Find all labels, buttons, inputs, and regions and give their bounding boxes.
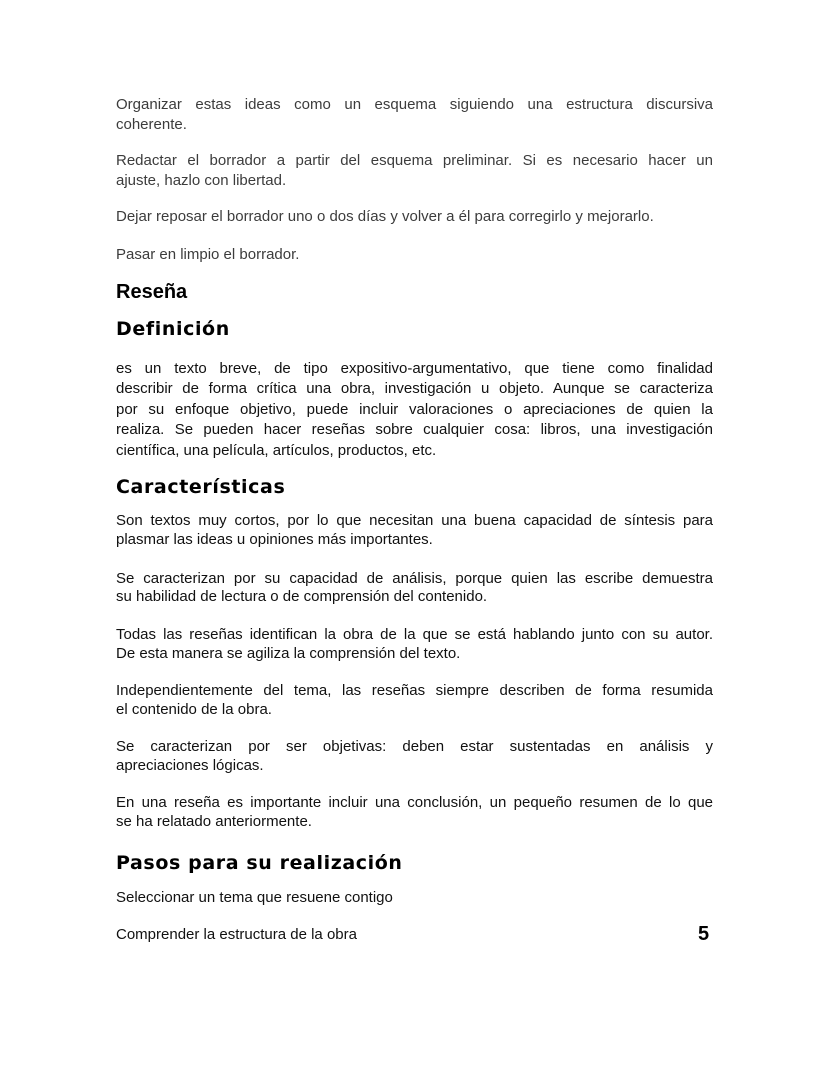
paragraph-line: coherente. xyxy=(116,116,187,133)
paragraph-line: Todas las reseñas identifican la obra de la que se está hablando junto con su autor. xyxy=(116,626,713,643)
paragraph-line: su habilidad de lectura o de comprensión del contenido. xyxy=(116,588,488,605)
paragraph-line: se ha relatado anteriormente. xyxy=(116,813,312,830)
paragraph-line: apreciaciones lógicas. xyxy=(116,757,264,774)
paragraph-line: Pasar en limpio el borrador. xyxy=(116,246,300,263)
steps-heading: Pasos para su realización xyxy=(116,852,403,874)
paragraph-line: científica, una película, artículos, productos, etc. xyxy=(116,442,437,459)
paragraph-line: Independientemente del tema, las reseñas siempre describen de forma resumida xyxy=(116,682,713,699)
step-item: Seleccionar un tema que resuene contigo xyxy=(116,889,393,906)
paragraph-line: En una reseña es importante incluir una conclusión, un pequeño resumen de lo que xyxy=(116,794,713,811)
page-number: 5 xyxy=(698,923,710,945)
paragraph-line: realiza. Se pueden hacer reseñas sobre cualquier cosa: libros, una investigación xyxy=(116,421,713,438)
paragraph-line: plasmar las ideas u opiniones más importantes. xyxy=(116,531,433,548)
paragraph-line: es un texto breve, de tipo expositivo-argumentativo, que tiene como finalidad xyxy=(116,360,713,377)
paragraph-line: Se caracterizan por ser objetivas: deben estar sustentadas en análisis y xyxy=(116,738,713,755)
paragraph-line: Se caracterizan por su capacidad de análisis, porque quien las escribe demuestra xyxy=(116,570,713,587)
paragraph-line: Redactar el borrador a partir del esquema preliminar. Si es necesario hacer un xyxy=(116,152,713,169)
characteristics-heading: Características xyxy=(116,476,286,498)
paragraph-line: Dejar reposar el borrador uno o dos días y volver a él para corregirlo y mejorarlo. xyxy=(116,208,654,225)
paragraph-line: ajuste, hazlo con libertad. xyxy=(116,172,287,189)
paragraph-line: Son textos muy cortos, por lo que necesitan una buena capacidad de síntesis para xyxy=(116,512,713,529)
paragraph-line: describir de forma crítica una obra, investigación u objeto. Aunque se caracteriza xyxy=(116,380,713,397)
step-item: Comprender la estructura de la obra xyxy=(116,926,357,943)
section-title: Reseña xyxy=(116,281,188,303)
paragraph-line: el contenido de la obra. xyxy=(116,701,272,718)
paragraph-line: por su enfoque objetivo, puede incluir valoraciones o apreciaciones de quien la xyxy=(116,401,713,418)
definition-heading: Definición xyxy=(116,318,230,340)
paragraph-line: Organizar estas ideas como un esquema siguiendo una estructura discursiva xyxy=(116,96,713,113)
paragraph-line: De esta manera se agiliza la comprensión del texto. xyxy=(116,645,461,662)
